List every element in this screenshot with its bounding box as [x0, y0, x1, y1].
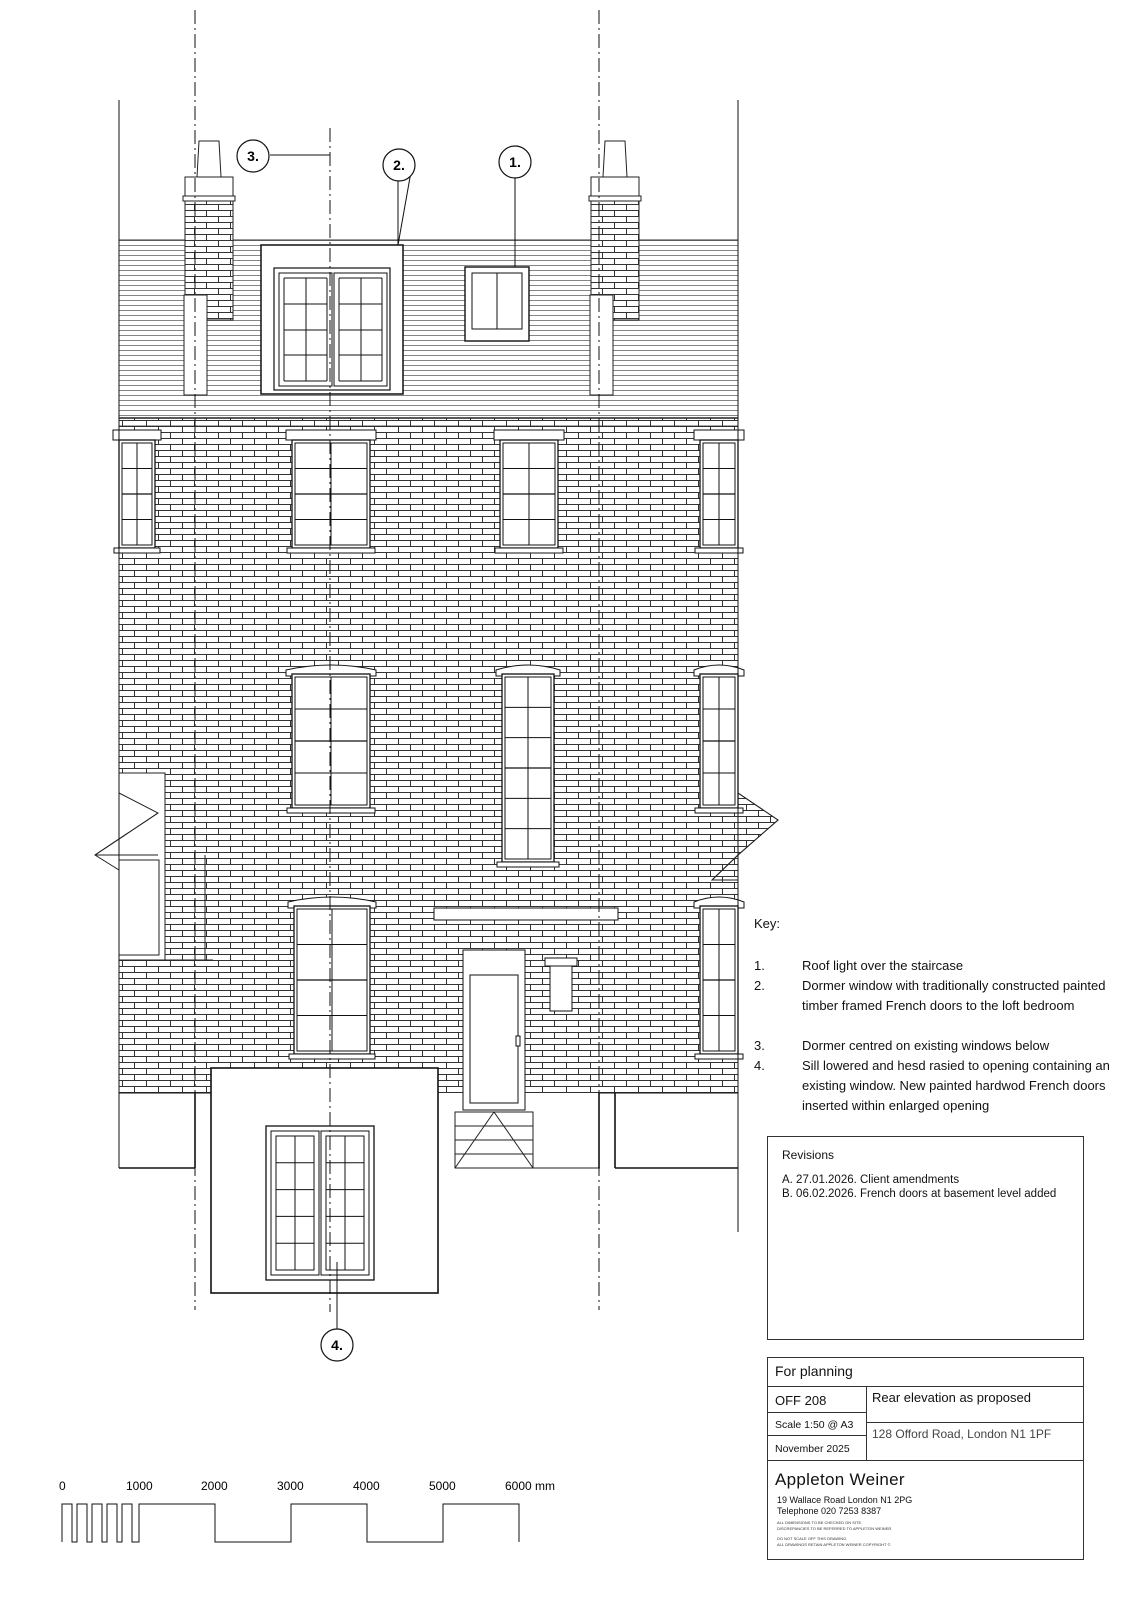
sash-window [694, 665, 744, 813]
rear-steps [455, 1112, 600, 1168]
key-title: Key: [754, 916, 781, 931]
key-item-number: 2. [754, 978, 765, 993]
key-item-text: Dormer centred on existing windows below [802, 1038, 1050, 1053]
basement-french-doors [266, 1126, 374, 1280]
basement-lightwell [119, 1068, 738, 1293]
brick-wall-upper [119, 418, 738, 793]
revisions-title: Revisions [782, 1148, 835, 1162]
revisions-box [767, 1136, 1084, 1340]
revision-entry: B. 06.02.2026. French doors at basement level added [782, 1188, 1057, 1200]
sash-window [286, 430, 376, 553]
sash-window [694, 430, 744, 553]
revision-entry: A. 27.01.2026. Client amendments [782, 1174, 960, 1186]
scale-bar [62, 1504, 519, 1542]
key-item-text: Dormer window with traditionally constructed painted timber framed French doors to the loft bedroom [802, 978, 1106, 1013]
drawing-date: November 2025 [775, 1443, 850, 1455]
sash-window [288, 897, 376, 1059]
drawing-scale: Scale 1:50 @ A3 [775, 1419, 854, 1431]
drawing-status: For planning [775, 1363, 853, 1379]
title-block-note: DO NOT SCALE OFF THIS DRAWING. [777, 1536, 848, 1541]
callout-4-label: 4. [331, 1337, 343, 1353]
sash-window [286, 665, 376, 813]
title-block-rule [866, 1386, 867, 1460]
title-block-rule [866, 1422, 1084, 1423]
title-block-rule [767, 1386, 1084, 1387]
title-block-rule [767, 1412, 866, 1413]
title-block-rule [767, 1460, 1084, 1461]
scale-label-2000: 2000 [201, 1479, 228, 1493]
firm-telephone: Telephone 020 7253 8387 [777, 1506, 882, 1516]
firm-address: 19 Wallace Road London N1 2PG [777, 1495, 913, 1505]
dormer [261, 245, 403, 394]
scale-label-3000: 3000 [277, 1479, 304, 1493]
callout-3-label: 3. [247, 148, 259, 164]
site-address: 128 Offord Road, London N1 1PF [872, 1427, 1052, 1441]
key-item-number: 1. [754, 958, 765, 973]
sash-window [113, 430, 161, 553]
scale-label-1000: 1000 [126, 1479, 153, 1493]
scale-label-4000: 4000 [353, 1479, 380, 1493]
title-block-note: ALL DIMENSIONS TO BE CHECKED ON SITE. [777, 1520, 863, 1525]
key-item-text: Roof light over the staircase [802, 958, 964, 973]
callout-1-label: 1. [509, 154, 521, 170]
sash-window [694, 897, 744, 1059]
sash-window [494, 430, 564, 553]
scale-label-5000: 5000 [429, 1479, 456, 1493]
key-item-text: Sill lowered and hesd rasied to opening containing an existing window. New painted hardwod French doors inserted within enlarged opening [802, 1058, 1110, 1113]
firm-name: Appleton Weiner [775, 1470, 905, 1489]
scale-label-6000: 6000 mm [505, 1479, 556, 1493]
callout-2-label: 2. [393, 157, 405, 173]
brick-wall-lower [119, 793, 738, 887]
roof-light [465, 267, 529, 341]
drawing-title: Rear elevation as proposed [872, 1390, 1031, 1405]
key-item-number: 3. [754, 1038, 765, 1053]
title-block-rule [767, 1435, 866, 1436]
key-item-number: 4. [754, 1058, 765, 1073]
drawing-number: OFF 208 [775, 1393, 827, 1408]
sash-window [496, 665, 560, 867]
title-block-note: ALL DRAWINGS RETAIN APPLETON WEINER COPYRIGHT © [777, 1542, 891, 1547]
scale-label-0: 0 [59, 1479, 66, 1493]
title-block-note: DISCREPANCIES TO BE REFERRED TO APPLETON WEINER. [777, 1526, 893, 1531]
